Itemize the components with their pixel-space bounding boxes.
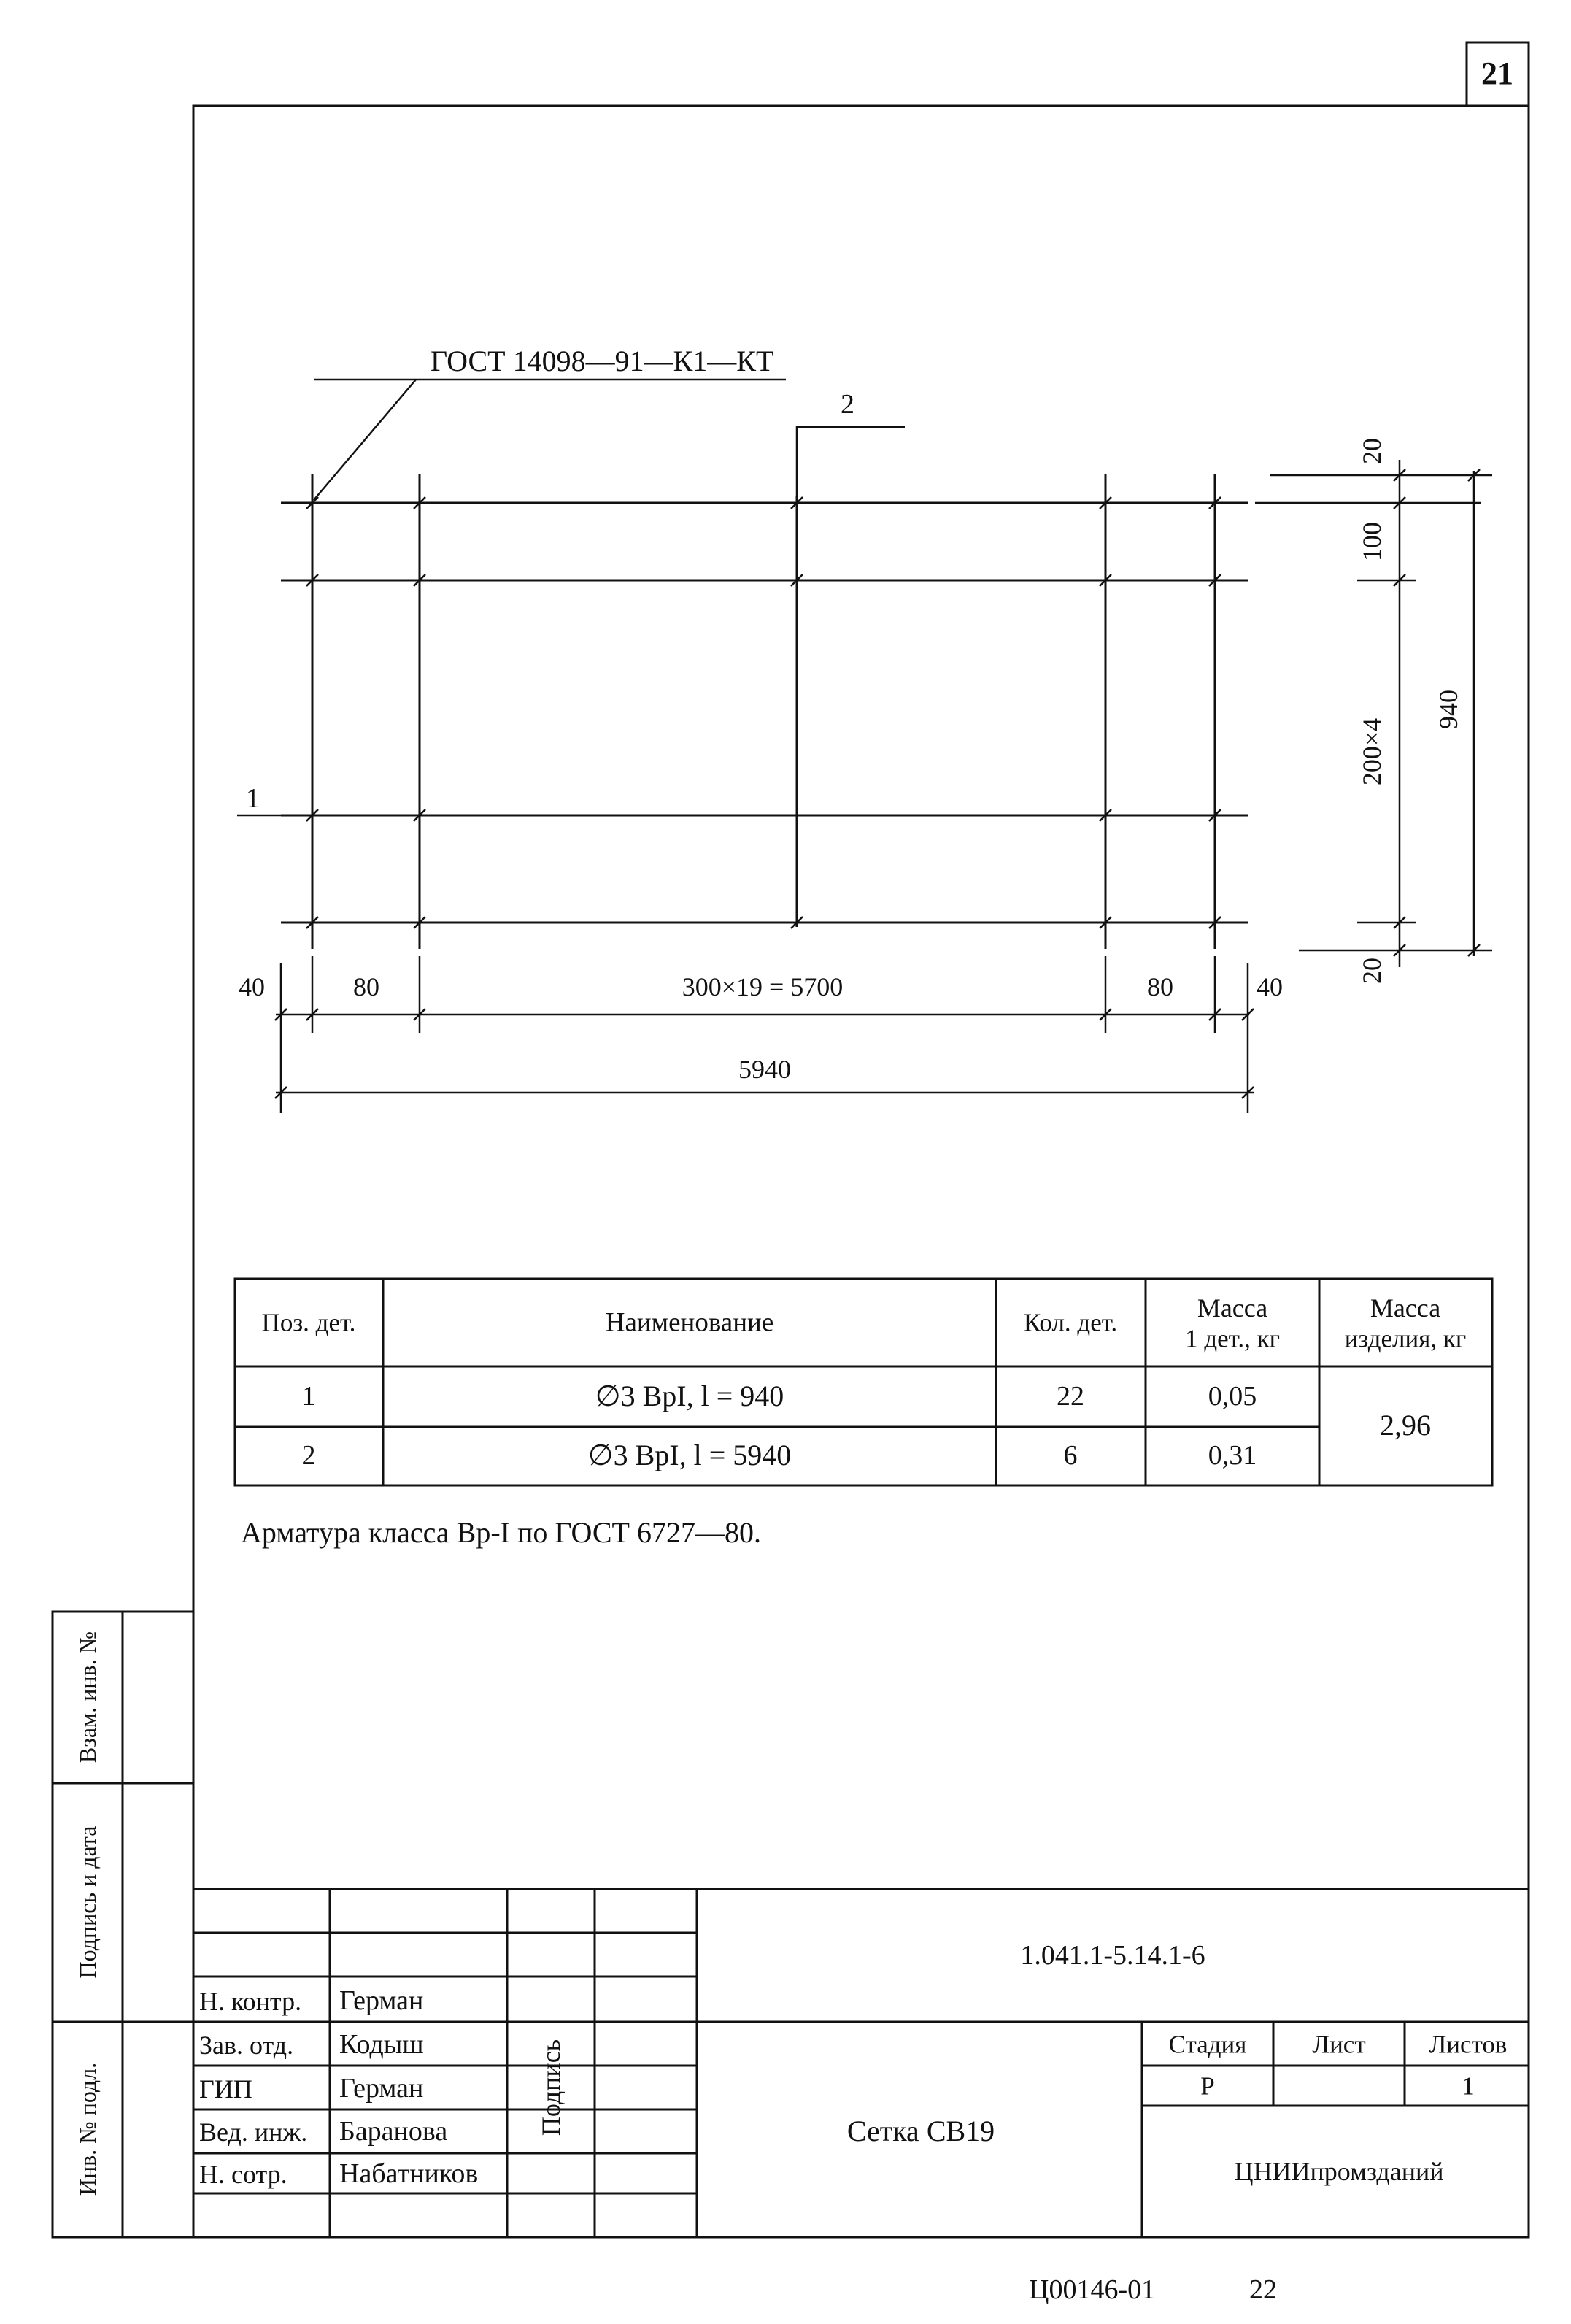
dim-overall-height: 940 <box>1434 690 1463 729</box>
gost-leader <box>314 380 416 500</box>
spec-header-mass-total-2: изделия, кг <box>1344 1324 1467 1353</box>
name-3: Герман <box>339 2073 424 2104</box>
page-number: 21 <box>1481 55 1513 91</box>
spec-row-2-pos: 2 <box>301 1440 316 1471</box>
position-label-1: 1 <box>246 783 260 814</box>
signature-column-label: Подпись <box>536 2039 566 2136</box>
dim-v-100: 100 <box>1357 522 1386 561</box>
drawing-title: Сетка СВ19 <box>846 2115 995 2147</box>
spec-total-mass: 2,96 <box>1380 1409 1431 1442</box>
spec-header-mass-one-2: 1 дет., кг <box>1185 1324 1280 1353</box>
side-stamp-podpis-data: Подпись и дата <box>74 1825 101 1979</box>
name-1: Герман <box>339 1985 424 2016</box>
sheet-label: Лист <box>1312 2030 1366 2059</box>
role-3: ГИП <box>199 2074 252 2104</box>
sheets-label: Листов <box>1429 2030 1508 2059</box>
stage-value: Р <box>1200 2071 1215 2101</box>
dim-right-40: 40 <box>1257 972 1283 1001</box>
name-5: Набатников <box>339 2158 479 2189</box>
dim-v-200x4: 200×4 <box>1357 717 1386 786</box>
side-stamp-inv-podl: Инв. № подл. <box>74 2062 101 2196</box>
footer-page: 22 <box>1249 2274 1277 2305</box>
role-2: Зав. отд. <box>199 2031 294 2060</box>
spec-row-2-qty: 6 <box>1063 1440 1078 1471</box>
name-2: Кодыш <box>339 2029 424 2060</box>
footer-code: Ц00146-01 <box>1029 2274 1156 2305</box>
dim-middle: 300×19 = 5700 <box>682 972 844 1001</box>
stage-label: Стадия <box>1168 2030 1247 2059</box>
gost-callout: ГОСТ 14098—91—К1—КТ <box>431 345 774 377</box>
sheets-value: 1 <box>1462 2071 1475 2101</box>
spec-header-mass-total-1: Масса <box>1370 1293 1441 1323</box>
position-label-2: 2 <box>841 389 854 420</box>
role-5: Н. сотр. <box>199 2160 287 2189</box>
role-1: Н. контр. <box>199 1987 302 2016</box>
spec-row-2-mass: 0,31 <box>1208 1440 1257 1471</box>
organization: ЦНИИпромзданий <box>1234 2157 1444 2186</box>
dim-left-80: 80 <box>353 972 379 1001</box>
side-stamp-vzam: Взам. инв. № <box>74 1631 101 1763</box>
spec-row-1-pos: 1 <box>301 1381 316 1412</box>
spec-row-2-name: ∅3 ВрI, l = 5940 <box>587 1439 792 1471</box>
spec-row-1-qty: 22 <box>1057 1381 1084 1412</box>
name-4: Баранова <box>339 2116 448 2147</box>
spec-header-name: Наименование <box>605 1307 774 1338</box>
spec-row-1-mass: 0,05 <box>1208 1381 1257 1412</box>
dim-bottom-20: 20 <box>1357 958 1386 984</box>
dim-top-20: 20 <box>1357 438 1386 464</box>
dim-left-40: 40 <box>239 972 265 1001</box>
document-code: 1.041.1-5.14.1-6 <box>1020 1940 1205 1971</box>
spec-row-1-name: ∅3 ВрI, l = 940 <box>595 1380 784 1412</box>
spec-table-lines <box>235 1279 1492 1485</box>
spec-header-qty: Кол. дет. <box>1023 1308 1118 1337</box>
role-4: Вед. инж. <box>199 2117 308 2147</box>
pos2-leader <box>797 427 905 503</box>
page-frame <box>193 106 1529 2237</box>
reinforcement-note: Арматура класса Вр-I по ГОСТ 6727—80. <box>241 1516 761 1549</box>
spec-header-pos: Поз. дет. <box>261 1308 356 1337</box>
mesh <box>281 474 1248 949</box>
spec-header-mass-one-1: Масса <box>1197 1293 1268 1323</box>
dim-overall-length: 5940 <box>738 1055 791 1084</box>
dim-right-80: 80 <box>1147 972 1173 1001</box>
